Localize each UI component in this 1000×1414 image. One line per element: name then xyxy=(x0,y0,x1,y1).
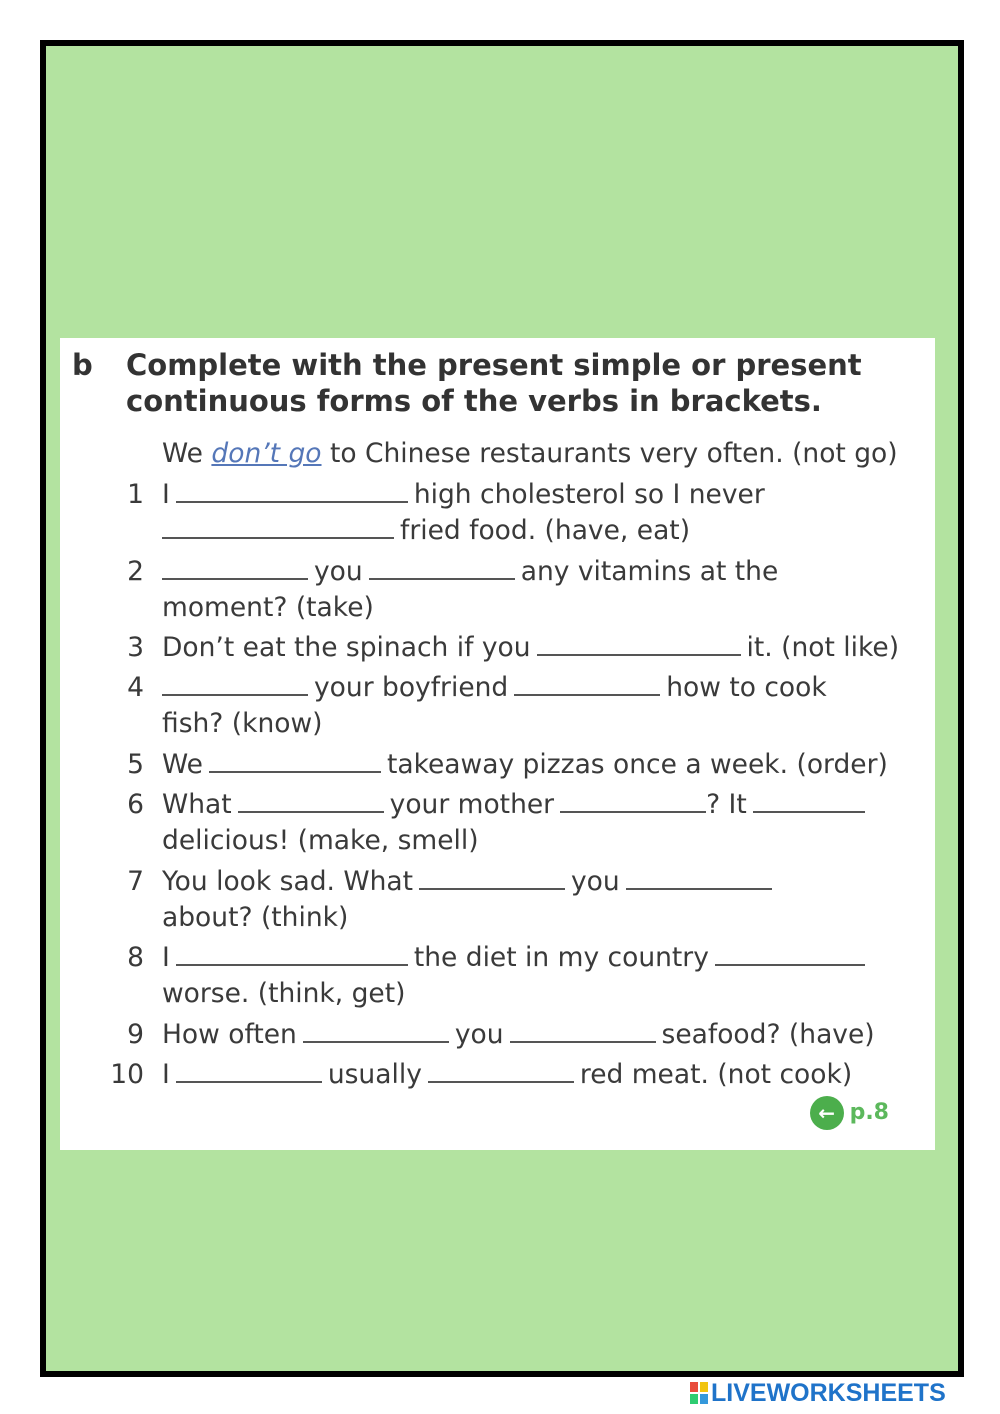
answer-blank[interactable] xyxy=(238,789,384,813)
instruction-line-1: Complete with the present simple or present xyxy=(126,348,862,382)
answer-blank[interactable] xyxy=(537,632,741,656)
answer-blank[interactable] xyxy=(162,556,308,580)
page-reference: ← p.8 xyxy=(810,1096,889,1130)
answer-blank[interactable] xyxy=(626,866,772,890)
answer-blank[interactable] xyxy=(753,789,865,813)
answer-blank[interactable] xyxy=(428,1059,574,1083)
answer-blank[interactable] xyxy=(560,789,706,813)
answer-blank[interactable] xyxy=(176,1059,322,1083)
answer-blank[interactable] xyxy=(514,672,660,696)
answer-blank[interactable] xyxy=(209,749,381,773)
answer-blank[interactable] xyxy=(162,515,394,539)
answer-blank[interactable] xyxy=(715,942,865,966)
exercise-card: b Complete with the present simple or present continuous forms of the verbs in brackets. We don’t go to Chinese restaurants very often. (not go) 1 I high cholesterol so I never fried food. (have, eat) 2 you any vitamins at the moment? (take) 3 Don’t eat the spinach if you it. (not like) 4 your boyfriend how to cook fish? (know) 5 We takeaway pizzas once a week. (order) 6 What your mother ? It delicious! (make, smell) 7 You look sad. What you about? (think) 8 I the diet in my country worse. (think, get) 9 How often you seafood? (have) 10 I usually red meat. (not cook) ← p.8 xyxy=(60,338,935,1150)
answer-blank[interactable] xyxy=(419,866,565,890)
answer-blank[interactable] xyxy=(162,672,308,696)
answer-blank[interactable] xyxy=(303,1019,449,1043)
example-answer: don’t go xyxy=(211,438,322,469)
answer-blank[interactable] xyxy=(176,942,408,966)
exercise-letter: b xyxy=(72,348,93,382)
answer-blank[interactable] xyxy=(176,479,408,503)
instruction-line-2: continuous forms of the verbs in brackets. xyxy=(126,384,822,418)
liveworksheets-brand: LIVEWORKSHEETS xyxy=(690,1378,990,1408)
liveworksheets-logo-icon xyxy=(690,1382,708,1404)
answer-blank[interactable] xyxy=(510,1019,656,1043)
answer-blank[interactable] xyxy=(369,556,515,580)
arrow-left-icon: ← xyxy=(810,1096,844,1130)
